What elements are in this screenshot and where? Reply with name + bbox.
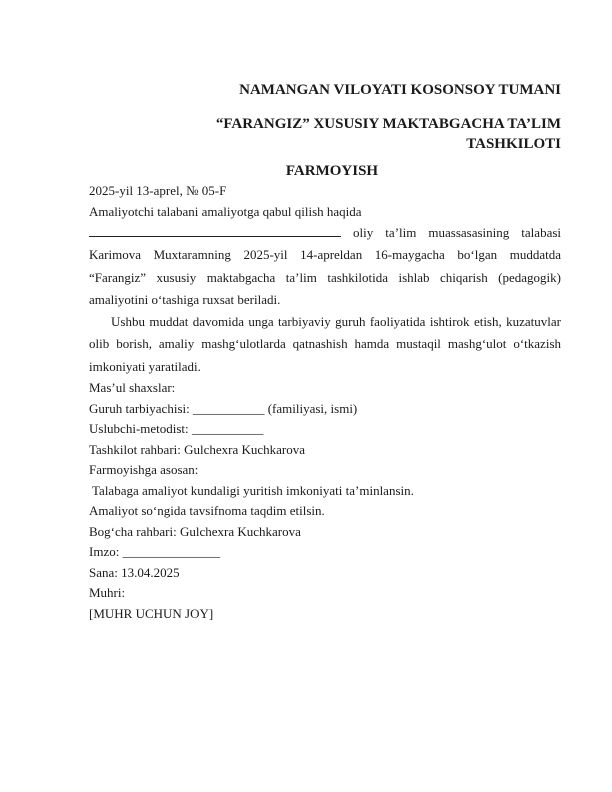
- order-paragraph-1: [89, 222, 561, 311]
- org-district-heading: NAMANGAN VILOYATI KOSONSOY TUMANI: [239, 82, 561, 98]
- responsible-head: Tashkilot rahbari: Gulchexra Kuchkarova: [89, 441, 306, 457]
- org-name-heading-line2: TASHKILOTI: [466, 136, 561, 152]
- order-paragraph-1-text: oliy ta’lim muassasasining talabasi Karimova Muxtaramning 2025-yil 14-apreldan 16-maygacha bo‘lgan muddatda “Farangiz” xususiy maktabgacha ta’lim tashkilotida ishlab chiqarish (pedagogik) amaliyotini o‘tashiga ruxsat beriladi.: [89, 225, 562, 307]
- org-name-heading-line1: “FARANGIZ” XUSUSIY MAKTABGACHA TA’LIM: [215, 116, 561, 132]
- seal-placeholder: [MUHR UCHUN JOY]: [89, 605, 214, 621]
- basis-item-2: Amaliyot so‘ngida tavsifnoma taqdim etilsin.: [89, 503, 325, 519]
- subject-line: Amaliyotchi talabani amaliyotga qabul qilish haqida: [89, 203, 362, 219]
- responsible-heading: Mas’ul shaxslar:: [89, 380, 176, 396]
- date-number: 2025-yil 13-aprel, № 05-F: [89, 183, 227, 198]
- responsible-methodist: Uslubchi-metodist: ___________: [89, 421, 264, 437]
- document-page: [89, 0, 561, 624]
- signature-head: Bog‘cha rahbari: Gulchexra Kuchkarova: [89, 523, 301, 539]
- basis-heading: Farmoyishga asosan:: [89, 462, 199, 478]
- signature-date: Sana: 13.04.2025: [89, 564, 180, 580]
- signature-line: Imzo: _______________: [89, 544, 221, 560]
- document-title: FARMOYISH: [285, 163, 379, 179]
- order-paragraph-2: Ushbu muddat davomida unga tarbiyaviy guruh faoliyatida ishtirok etish, kuzatuvlar olib borish, amaliy mashg‘ulotlarda qatnashish hamda mustaqil mashg‘ulot o‘tkazish imkoniyati yaratiladi.: [89, 314, 561, 374]
- responsible-tutor: Guruh tarbiyachisi: ___________ (familiyasi, ismi): [89, 400, 358, 416]
- institution-blank: [89, 224, 341, 237]
- seal-label: Muhri:: [89, 585, 126, 601]
- basis-item-1: Talabaga amaliyot kundaligi yuritish imkoniyati ta’minlansin.: [89, 482, 414, 498]
